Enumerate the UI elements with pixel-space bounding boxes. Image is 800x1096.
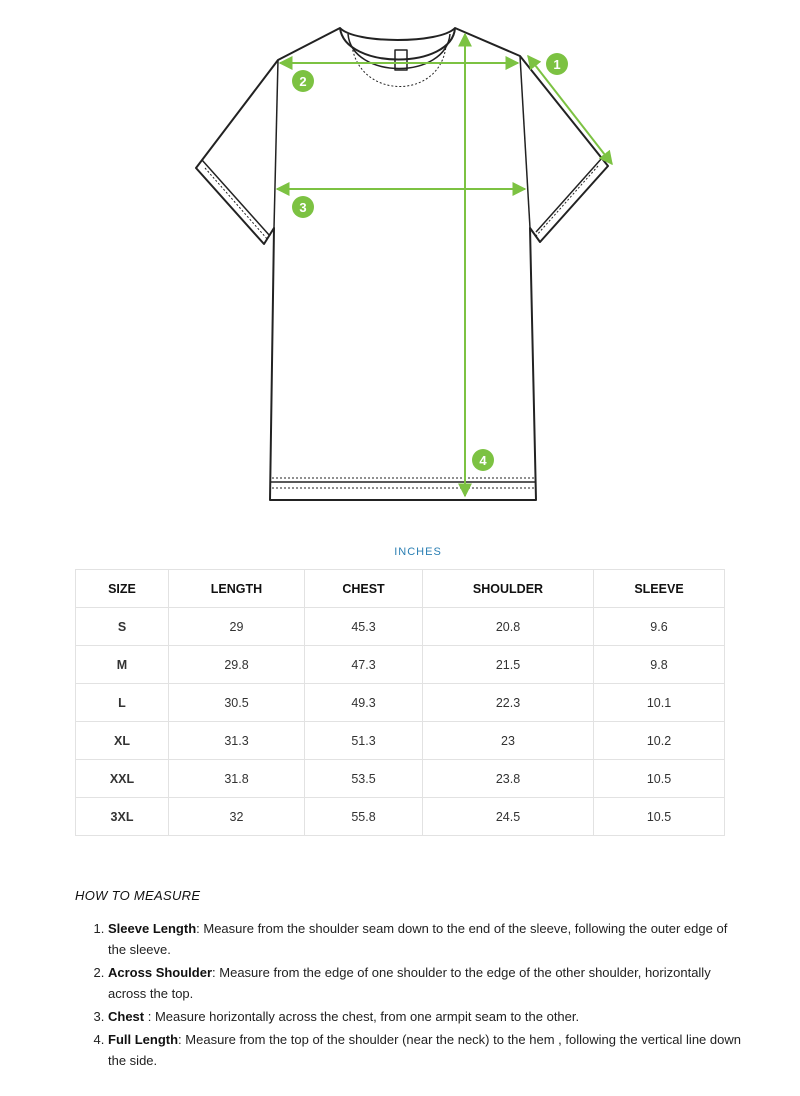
measure-steps-list — [75, 918, 748, 1073]
table-row — [76, 798, 725, 836]
step-text: Measure from the edge of one shoulder to the edge of the other shoulder, horizontally across the top. — [108, 965, 711, 1001]
chest-cell: 51.3 — [305, 722, 423, 760]
list-item — [108, 918, 748, 960]
sleeve-cell: 10.5 — [594, 760, 725, 798]
chest-cell: 49.3 — [305, 684, 423, 722]
size-cell: XL — [76, 722, 169, 760]
step-term: Chest — [108, 1009, 145, 1024]
size-cell: L — [76, 684, 169, 722]
measurement-lines — [277, 34, 612, 496]
table-header-row — [76, 570, 725, 608]
how-to-measure-heading: HOW TO MEASURE — [75, 888, 201, 903]
marker-4 — [472, 449, 494, 471]
tshirt-measurement-diagram — [0, 0, 800, 520]
size-cell: S — [76, 608, 169, 646]
shoulder-cell: 23.8 — [423, 760, 594, 798]
shoulder-cell: 24.5 — [423, 798, 594, 836]
chest-cell: 45.3 — [305, 608, 423, 646]
sleeve-length-line — [528, 56, 612, 164]
sleeve-cell: 9.8 — [594, 646, 725, 684]
length-cell: 30.5 — [169, 684, 305, 722]
chest-cell: 53.5 — [305, 760, 423, 798]
table-row — [76, 760, 725, 798]
header-size: SIZE — [76, 570, 169, 608]
length-cell: 32 — [169, 798, 305, 836]
step-separator: : — [144, 1009, 155, 1024]
step-term: Across Shoulder — [108, 965, 213, 980]
marker-3 — [292, 196, 314, 218]
size-chart-table — [75, 569, 725, 836]
marker-1 — [546, 53, 568, 75]
table-row — [76, 608, 725, 646]
list-item — [108, 1006, 748, 1027]
unit-label: INCHES — [394, 546, 442, 558]
tshirt-outline — [196, 28, 608, 500]
shoulder-cell: 23 — [423, 722, 594, 760]
list-item — [108, 962, 748, 1004]
length-cell: 31.8 — [169, 760, 305, 798]
chest-cell: 47.3 — [305, 646, 423, 684]
length-cell: 29.8 — [169, 646, 305, 684]
svg-text:4: 4 — [479, 453, 487, 468]
chest-cell: 55.8 — [305, 798, 423, 836]
step-text: Measure from the top of the shoulder (near the neck) to the hem , following the vertical line down the side. — [108, 1032, 741, 1068]
table-row — [76, 684, 725, 722]
shoulder-cell: 21.5 — [423, 646, 594, 684]
sleeve-cell: 10.2 — [594, 722, 725, 760]
shoulder-cell: 20.8 — [423, 608, 594, 646]
svg-text:2: 2 — [299, 74, 307, 89]
size-cell: XXL — [76, 760, 169, 798]
marker-2 — [292, 70, 314, 92]
table-row — [76, 722, 725, 760]
header-shoulder: SHOULDER — [423, 570, 594, 608]
step-separator: : — [196, 921, 204, 936]
header-chest: CHEST — [305, 570, 423, 608]
list-item — [108, 1029, 748, 1071]
length-cell: 29 — [169, 608, 305, 646]
step-separator: : — [212, 965, 220, 980]
table-row — [76, 646, 725, 684]
shoulder-cell: 22.3 — [423, 684, 594, 722]
step-separator: : — [178, 1032, 186, 1047]
sleeve-cell: 9.6 — [594, 608, 725, 646]
sleeve-cell: 10.1 — [594, 684, 725, 722]
sleeve-cell: 10.5 — [594, 798, 725, 836]
svg-text:3: 3 — [299, 200, 307, 215]
header-length: LENGTH — [169, 570, 305, 608]
size-cell: 3XL — [76, 798, 169, 836]
svg-text:1: 1 — [553, 57, 561, 72]
step-text: Measure from the shoulder seam down to the end of the sleeve, following the outer edge of the sleeve. — [108, 921, 728, 957]
header-sleeve: SLEEVE — [594, 570, 725, 608]
length-cell: 31.3 — [169, 722, 305, 760]
size-cell: M — [76, 646, 169, 684]
step-text: Measure horizontally across the chest, from one armpit seam to the other. — [154, 1009, 580, 1024]
step-term: Sleeve Length — [108, 921, 197, 936]
step-term: Full Length — [108, 1032, 179, 1047]
